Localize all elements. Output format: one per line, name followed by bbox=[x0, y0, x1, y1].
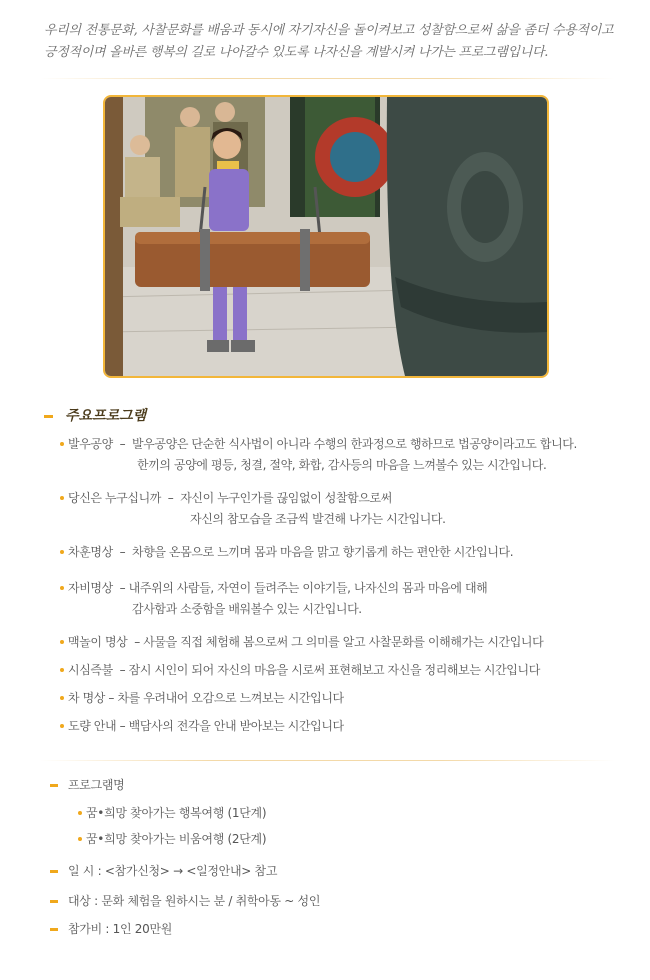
program-desc-line-1: 내주위의 사람들, 자연이 들려주는 이야기들, 나자신의 몸과 마음에 대해 bbox=[128, 581, 488, 595]
program-separator: – bbox=[112, 581, 129, 595]
program-desc-line-1: 사물을 직접 체험해 봄으로써 그 의미를 알고 사찰문화를 이해해가는 시간입니다 bbox=[143, 635, 544, 649]
bullet-icon bbox=[60, 586, 64, 590]
divider-top bbox=[40, 78, 615, 79]
dash-icon bbox=[44, 415, 53, 418]
list-item bbox=[78, 804, 266, 821]
dash-icon bbox=[50, 928, 58, 931]
bullet-icon bbox=[60, 550, 64, 554]
bullet-icon bbox=[60, 496, 64, 500]
dash-icon bbox=[50, 870, 58, 873]
dash-icon bbox=[50, 784, 58, 787]
target-line bbox=[50, 892, 320, 909]
list-item bbox=[78, 830, 266, 847]
bullet-icon bbox=[60, 668, 64, 672]
divider-bottom bbox=[40, 760, 615, 761]
list-item bbox=[60, 542, 513, 563]
program-item-1: 꿈•희망 찾아가는 행복여행 (1단계) bbox=[86, 806, 267, 820]
program-name: 차 명상 bbox=[68, 691, 105, 705]
program-separator: – bbox=[116, 719, 129, 733]
program-desc-line-1: 차향을 온몸으로 느끼며 몸과 마음을 맑고 향기롭게 하는 편안한 시간입니다. bbox=[132, 545, 514, 559]
program-desc-line-1: 잠시 시인이 되어 자신의 마음을 시로써 표현해보고 자신을 정리해보는 시간입니다 bbox=[128, 663, 540, 677]
program-name: 당신은 누구십니까 bbox=[68, 491, 161, 505]
photo-illustration bbox=[105, 97, 547, 376]
program-name: 시심즉불 bbox=[68, 663, 113, 677]
list-item bbox=[60, 488, 446, 530]
intro-line-2: 긍정적이며 올바른 행복의 길로 나아갈수 있도록 나자신을 계발시켜 나가는 프로그램입니다. bbox=[44, 45, 549, 60]
program-desc-line-1: 발우공양은 단순한 식사법이 아니라 수행의 한과정으로 행하므로 법공양이라고도 합니다. bbox=[132, 437, 577, 451]
dash-icon bbox=[50, 900, 58, 903]
section-title-text: 주요프로그램 bbox=[65, 408, 147, 424]
target-text: 대상 : 문화 체험을 원하시는 분 / 취학아동 ~ 성인 bbox=[68, 894, 321, 908]
program-name-label: 프로그램명 bbox=[68, 778, 125, 792]
program-separator: – bbox=[160, 491, 181, 505]
program-desc-line-2: 감사함과 소중함을 배워볼수 있는 시간입니다. bbox=[132, 602, 362, 616]
program-name: 차훈명상 bbox=[68, 545, 113, 559]
bullet-icon bbox=[78, 837, 82, 841]
intro-line-1: 우리의 전통문화, 사찰문화를 배움과 동시에 자기자신을 돌이켜보고 성찰함으로써 삶을 좀더 수용적이고 bbox=[44, 23, 614, 38]
section-title bbox=[44, 405, 146, 425]
bullet-icon bbox=[60, 696, 64, 700]
list-item bbox=[60, 688, 344, 709]
program-name: 도량 안내 bbox=[68, 719, 117, 733]
program-desc-line-2: 한끼의 공양에 평등, 청결, 절약, 화합, 감사등의 마음을 느껴볼수 있는 시간입니다. bbox=[137, 458, 547, 472]
intro-text bbox=[44, 20, 624, 64]
list-item bbox=[60, 434, 577, 476]
program-separator: – bbox=[112, 437, 133, 451]
schedule-line bbox=[50, 862, 277, 879]
program-name: 발우공양 bbox=[68, 437, 113, 451]
program-separator: – bbox=[112, 663, 129, 677]
list-item bbox=[60, 578, 487, 620]
fee-line bbox=[50, 920, 172, 937]
list-item bbox=[60, 660, 540, 681]
program-desc-line-1: 백담사의 전각을 안내 받아보는 시간입니다 bbox=[128, 719, 344, 733]
program-name: 맥놀이 명상 bbox=[68, 635, 128, 649]
list-item bbox=[60, 632, 543, 653]
bullet-icon bbox=[60, 640, 64, 644]
program-name-heading bbox=[50, 776, 124, 793]
program-desc-line-1: 자신이 누구인가를 끊임없이 성찰함으로써 bbox=[180, 491, 392, 505]
bullet-icon bbox=[60, 442, 64, 446]
program-desc-line-2: 자신의 참모습을 조금씩 발견해 나가는 시간입니다. bbox=[190, 512, 446, 526]
schedule-text: 일 시 : <참가신청> → <일정안내> 참고 bbox=[68, 864, 278, 878]
program-name: 자비명상 bbox=[68, 581, 113, 595]
list-item bbox=[60, 716, 344, 737]
program-separator: – bbox=[105, 691, 118, 705]
temple-bell-photo bbox=[103, 95, 549, 378]
bullet-icon bbox=[78, 811, 82, 815]
bullet-icon bbox=[60, 724, 64, 728]
fee-text: 참가비 : 1인 20만원 bbox=[68, 922, 173, 936]
program-separator: – bbox=[112, 545, 133, 559]
program-desc-line-1: 차를 우려내어 오감으로 느껴보는 시간입니다 bbox=[117, 691, 344, 705]
program-separator: – bbox=[127, 635, 144, 649]
program-item-2: 꿈•희망 찾아가는 비움여행 (2단계) bbox=[86, 832, 267, 846]
